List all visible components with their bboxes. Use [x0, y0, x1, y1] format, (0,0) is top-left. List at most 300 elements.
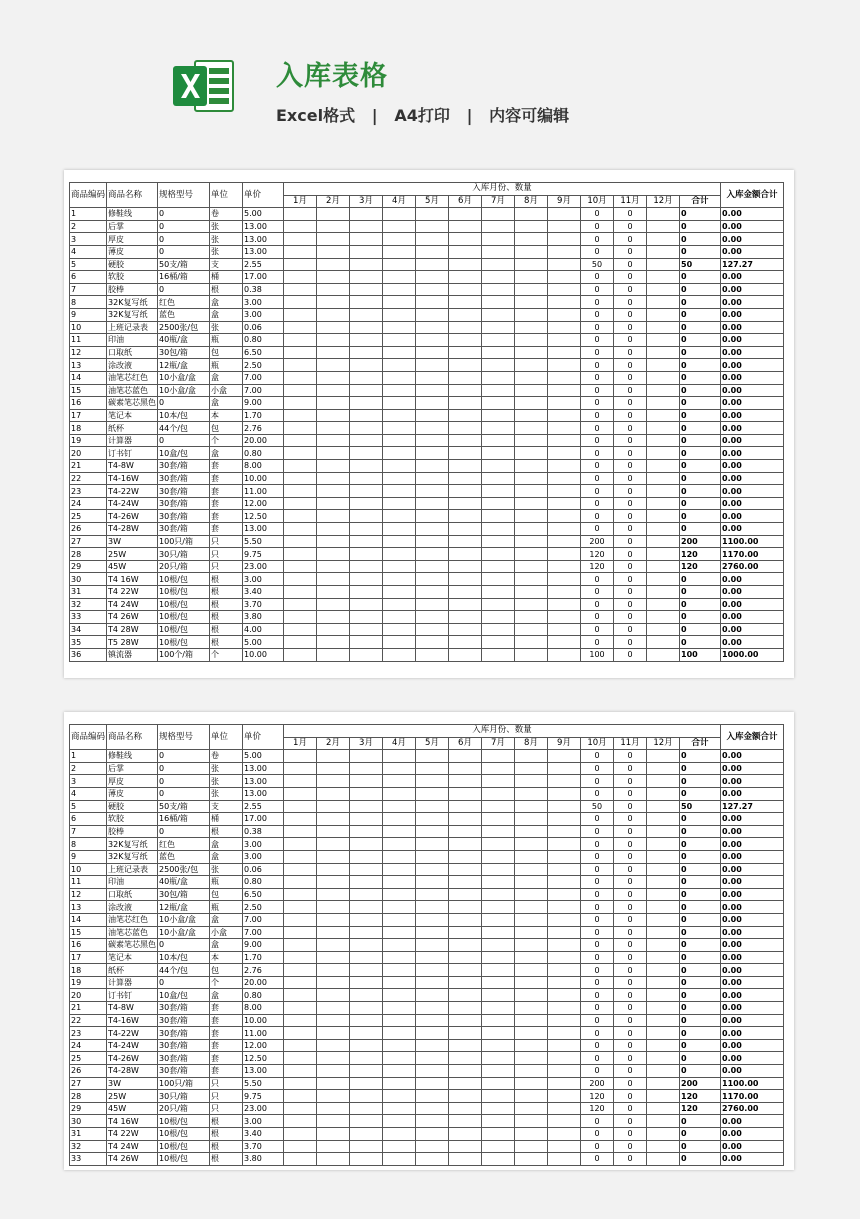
cell-month-empty: [482, 838, 515, 851]
cell-code: 28: [70, 548, 107, 561]
cell-code: 22: [70, 472, 107, 485]
cell-month-empty: [482, 586, 515, 599]
cell-total: 0: [680, 346, 721, 359]
cell-total: 0: [680, 636, 721, 649]
cell-amount: 0.00: [721, 359, 784, 372]
cell-month-empty: [449, 964, 482, 977]
cell-month-empty: [482, 321, 515, 334]
cell-price: 20.00: [243, 976, 284, 989]
cell-month-10: 0: [581, 472, 614, 485]
cell-price: 3.00: [243, 1115, 284, 1128]
cell-month-empty: [548, 1102, 581, 1115]
cell-month-empty: [515, 283, 548, 296]
cell-month-empty: [449, 838, 482, 851]
cell-name: 32K复写纸: [107, 850, 158, 863]
cell-total: 0: [680, 371, 721, 384]
cell-month-empty: [515, 258, 548, 271]
cell-total: 120: [680, 1090, 721, 1103]
cell-month-10: 100: [581, 648, 614, 661]
cell-month-empty: [350, 750, 383, 763]
cell-month-empty: [416, 1027, 449, 1040]
cell-month-empty: [548, 850, 581, 863]
cell-month-empty: [284, 1052, 317, 1065]
cell-month-empty: [482, 876, 515, 889]
cell-month-10: 0: [581, 951, 614, 964]
cell-code: 34: [70, 623, 107, 636]
cell-amount: 0.00: [721, 913, 784, 926]
cell-month-10: 0: [581, 813, 614, 826]
cell-name: 油笔芯蓝色: [107, 384, 158, 397]
cell-name: T4 28W: [107, 623, 158, 636]
table-row: [70, 245, 784, 258]
cell-month-empty: [350, 208, 383, 221]
cell-month-empty: [383, 825, 416, 838]
cell-month-10: 0: [581, 636, 614, 649]
cell-month-empty: [284, 384, 317, 397]
table-row: [70, 220, 784, 233]
cell-month-empty: [449, 472, 482, 485]
cell-month-12: [647, 1027, 680, 1040]
cell-month-empty: [482, 1128, 515, 1141]
cell-month-empty: [548, 384, 581, 397]
cell-code: 21: [70, 460, 107, 473]
header-month: 11月: [614, 195, 647, 208]
cell-code: 7: [70, 825, 107, 838]
cell-amount: 0.00: [721, 233, 784, 246]
cell-amount: 0.00: [721, 296, 784, 309]
cell-spec: 0: [158, 762, 210, 775]
cell-total: 0: [680, 825, 721, 838]
cell-month-empty: [416, 901, 449, 914]
cell-month-empty: [350, 976, 383, 989]
cell-total: 0: [680, 989, 721, 1002]
cell-month-empty: [317, 497, 350, 510]
cell-code: 24: [70, 1039, 107, 1052]
cell-month-empty: [449, 510, 482, 523]
cell-month-11: 0: [614, 598, 647, 611]
cell-price: 2.50: [243, 901, 284, 914]
cell-month-empty: [317, 964, 350, 977]
cell-total: 0: [680, 750, 721, 763]
cell-month-empty: [482, 1065, 515, 1078]
cell-price: 3.00: [243, 573, 284, 586]
cell-unit: 卷: [210, 208, 243, 221]
cell-month-empty: [482, 434, 515, 447]
cell-name: 3W: [107, 1077, 158, 1090]
cell-month-empty: [317, 586, 350, 599]
cell-unit: 张: [210, 245, 243, 258]
table-row: [70, 1065, 784, 1078]
cell-spec: 10根/包: [158, 636, 210, 649]
cell-month-11: 0: [614, 1102, 647, 1115]
cell-code: 13: [70, 901, 107, 914]
cell-month-12: [647, 838, 680, 851]
cell-price: 0.80: [243, 989, 284, 1002]
cell-amount: 0.00: [721, 586, 784, 599]
cell-month-11: 0: [614, 1027, 647, 1040]
cell-unit: 盒: [210, 913, 243, 926]
cell-total: 0: [680, 510, 721, 523]
cell-month-empty: [350, 485, 383, 498]
cell-month-empty: [317, 535, 350, 548]
excel-logo-icon: [173, 58, 235, 114]
cell-month-empty: [515, 1102, 548, 1115]
cell-price: 4.00: [243, 623, 284, 636]
cell-month-12: [647, 434, 680, 447]
cell-month-empty: [383, 1077, 416, 1090]
cell-month-empty: [284, 926, 317, 939]
table-row: [70, 750, 784, 763]
header-total: 合计: [680, 195, 721, 208]
cell-month-empty: [284, 245, 317, 258]
header-month: 11月: [614, 737, 647, 750]
cell-total: 0: [680, 460, 721, 473]
cell-month-10: 0: [581, 271, 614, 284]
cell-month-empty: [350, 1090, 383, 1103]
cell-code: 33: [70, 1153, 107, 1166]
cell-month-empty: [317, 346, 350, 359]
cell-month-empty: [284, 258, 317, 271]
cell-unit: 套: [210, 460, 243, 473]
cell-amount: 1170.00: [721, 1090, 784, 1103]
cell-total: 0: [680, 1115, 721, 1128]
sheet-page-1: [64, 170, 794, 678]
cell-month-11: 0: [614, 913, 647, 926]
cell-spec: 10小盒/盒: [158, 926, 210, 939]
cell-month-12: [647, 208, 680, 221]
cell-month-empty: [350, 648, 383, 661]
cell-name: 胶棒: [107, 825, 158, 838]
table-row: [70, 308, 784, 321]
cell-price: 17.00: [243, 813, 284, 826]
table-row: [70, 460, 784, 473]
cell-month-empty: [482, 800, 515, 813]
cell-month-empty: [416, 346, 449, 359]
cell-month-empty: [482, 497, 515, 510]
cell-total: 0: [680, 434, 721, 447]
cell-month-empty: [449, 1027, 482, 1040]
cell-price: 2.50: [243, 359, 284, 372]
cell-month-empty: [350, 296, 383, 309]
cell-month-empty: [317, 485, 350, 498]
cell-month-empty: [482, 598, 515, 611]
cell-total: 0: [680, 850, 721, 863]
cell-unit: 盒: [210, 838, 243, 851]
cell-month-empty: [317, 762, 350, 775]
cell-month-10: 0: [581, 233, 614, 246]
cell-code: 6: [70, 813, 107, 826]
cell-month-empty: [284, 434, 317, 447]
cell-price: 0.80: [243, 447, 284, 460]
cell-amount: 0.00: [721, 787, 784, 800]
cell-total: 200: [680, 535, 721, 548]
cell-month-empty: [317, 863, 350, 876]
cell-month-empty: [548, 409, 581, 422]
cell-month-empty: [350, 787, 383, 800]
cell-month-11: 0: [614, 611, 647, 624]
cell-month-empty: [482, 1153, 515, 1166]
header-spec: 规格型号: [158, 725, 210, 750]
cell-price: 9.75: [243, 548, 284, 561]
cell-month-empty: [449, 245, 482, 258]
cell-month-12: [647, 623, 680, 636]
cell-month-12: [647, 1140, 680, 1153]
cell-spec: 30套/箱: [158, 497, 210, 510]
cell-spec: 20只/箱: [158, 560, 210, 573]
cell-price: 3.80: [243, 1153, 284, 1166]
table-row: [70, 1077, 784, 1090]
cell-month-empty: [284, 611, 317, 624]
cell-month-empty: [317, 800, 350, 813]
cell-month-empty: [482, 409, 515, 422]
cell-month-empty: [317, 1065, 350, 1078]
cell-month-11: 0: [614, 409, 647, 422]
cell-month-10: 0: [581, 573, 614, 586]
cell-month-empty: [317, 283, 350, 296]
cell-price: 10.00: [243, 472, 284, 485]
cell-month-10: 0: [581, 497, 614, 510]
cell-unit: 根: [210, 623, 243, 636]
cell-month-11: 0: [614, 220, 647, 233]
table-row: [70, 1002, 784, 1015]
cell-unit: 瓶: [210, 901, 243, 914]
cell-month-10: 0: [581, 245, 614, 258]
cell-month-12: [647, 825, 680, 838]
cell-spec: 16桶/箱: [158, 813, 210, 826]
cell-month-empty: [548, 359, 581, 372]
cell-month-empty: [548, 876, 581, 889]
cell-code: 11: [70, 334, 107, 347]
cell-month-empty: [317, 939, 350, 952]
cell-month-empty: [317, 648, 350, 661]
cell-month-empty: [548, 586, 581, 599]
cell-price: 6.50: [243, 888, 284, 901]
cell-code: 14: [70, 913, 107, 926]
table-row: [70, 523, 784, 536]
cell-month-empty: [416, 334, 449, 347]
cell-total: 0: [680, 775, 721, 788]
cell-name: T4-28W: [107, 1065, 158, 1078]
cell-code: 31: [70, 586, 107, 599]
cell-amount: 0.00: [721, 371, 784, 384]
cell-month-empty: [284, 510, 317, 523]
cell-month-empty: [482, 787, 515, 800]
cell-month-empty: [317, 258, 350, 271]
cell-code: 30: [70, 1115, 107, 1128]
cell-month-empty: [416, 1153, 449, 1166]
cell-month-empty: [515, 1077, 548, 1090]
cell-total: 0: [680, 1128, 721, 1141]
cell-month-11: 0: [614, 523, 647, 536]
cell-month-11: 0: [614, 334, 647, 347]
cell-month-empty: [515, 220, 548, 233]
cell-month-10: 0: [581, 346, 614, 359]
cell-month-empty: [350, 1027, 383, 1040]
cell-code: 1: [70, 750, 107, 763]
cell-month-empty: [350, 321, 383, 334]
cell-month-empty: [350, 636, 383, 649]
cell-month-12: [647, 1128, 680, 1141]
cell-month-12: [647, 813, 680, 826]
cell-spec: 12瓶/盒: [158, 359, 210, 372]
cell-month-empty: [548, 787, 581, 800]
cell-month-empty: [449, 1039, 482, 1052]
table-row: [70, 787, 784, 800]
cell-month-empty: [350, 1014, 383, 1027]
cell-month-empty: [449, 560, 482, 573]
cell-month-empty: [548, 636, 581, 649]
cell-name: 口取纸: [107, 346, 158, 359]
cell-month-empty: [548, 1065, 581, 1078]
cell-month-10: 200: [581, 1077, 614, 1090]
cell-code: 29: [70, 560, 107, 573]
cell-month-11: 0: [614, 1052, 647, 1065]
cell-month-empty: [449, 1090, 482, 1103]
cell-code: 26: [70, 523, 107, 536]
cell-month-empty: [515, 750, 548, 763]
cell-month-empty: [449, 976, 482, 989]
cell-month-12: [647, 750, 680, 763]
cell-month-empty: [317, 1039, 350, 1052]
cell-month-10: 0: [581, 409, 614, 422]
cell-amount: 127.27: [721, 258, 784, 271]
cell-name: T4 24W: [107, 1140, 158, 1153]
table-row: [70, 775, 784, 788]
cell-month-12: [647, 1153, 680, 1166]
cell-price: 13.00: [243, 245, 284, 258]
cell-month-empty: [416, 573, 449, 586]
cell-month-empty: [317, 1140, 350, 1153]
cell-price: 10.00: [243, 648, 284, 661]
cell-month-11: 0: [614, 233, 647, 246]
cell-month-empty: [548, 1115, 581, 1128]
cell-month-empty: [449, 447, 482, 460]
cell-total: 0: [680, 913, 721, 926]
cell-amount: 0.00: [721, 636, 784, 649]
cell-month-empty: [350, 939, 383, 952]
cell-code: 9: [70, 850, 107, 863]
cell-month-empty: [383, 409, 416, 422]
table-row: [70, 271, 784, 284]
cell-code: 23: [70, 1027, 107, 1040]
table-row: [70, 888, 784, 901]
cell-code: 20: [70, 989, 107, 1002]
cell-total: 0: [680, 308, 721, 321]
cell-spec: 10根/包: [158, 1153, 210, 1166]
cell-month-10: 120: [581, 1102, 614, 1115]
cell-month-empty: [383, 560, 416, 573]
cell-month-empty: [383, 775, 416, 788]
cell-amount: 0.00: [721, 611, 784, 624]
cell-month-empty: [350, 497, 383, 510]
table-row: [70, 964, 784, 977]
cell-price: 13.00: [243, 762, 284, 775]
cell-month-empty: [383, 573, 416, 586]
header-month-group: 入库月份、数量: [284, 725, 721, 738]
cell-month-empty: [482, 813, 515, 826]
cell-unit: 套: [210, 472, 243, 485]
cell-month-empty: [548, 1090, 581, 1103]
cell-month-empty: [284, 1153, 317, 1166]
cell-month-empty: [383, 939, 416, 952]
cell-month-empty: [350, 888, 383, 901]
cell-month-10: 200: [581, 535, 614, 548]
cell-total: 0: [680, 220, 721, 233]
cell-month-11: 0: [614, 245, 647, 258]
cell-total: 0: [680, 838, 721, 851]
cell-code: 33: [70, 611, 107, 624]
cell-month-empty: [317, 901, 350, 914]
cell-month-12: [647, 926, 680, 939]
cell-month-empty: [449, 611, 482, 624]
header-month: 1月: [284, 737, 317, 750]
cell-month-11: 0: [614, 1002, 647, 1015]
cell-month-11: 0: [614, 813, 647, 826]
cell-code: 25: [70, 1052, 107, 1065]
cell-month-empty: [383, 850, 416, 863]
cell-name: 订书钉: [107, 447, 158, 460]
cell-month-empty: [383, 334, 416, 347]
cell-month-empty: [515, 813, 548, 826]
cell-price: 3.80: [243, 611, 284, 624]
cell-month-empty: [515, 384, 548, 397]
cell-price: 5.00: [243, 208, 284, 221]
cell-month-empty: [284, 775, 317, 788]
cell-month-empty: [548, 1052, 581, 1065]
cell-unit: 只: [210, 560, 243, 573]
cell-month-empty: [317, 775, 350, 788]
cell-month-12: [647, 775, 680, 788]
cell-month-empty: [548, 460, 581, 473]
cell-month-empty: [449, 460, 482, 473]
cell-month-empty: [350, 598, 383, 611]
cell-month-empty: [515, 976, 548, 989]
cell-name: T4-8W: [107, 1002, 158, 1015]
cell-month-empty: [284, 1115, 317, 1128]
cell-code: 20: [70, 447, 107, 460]
cell-month-12: [647, 648, 680, 661]
cell-month-10: 0: [581, 825, 614, 838]
cell-month-empty: [317, 1052, 350, 1065]
cell-month-empty: [548, 510, 581, 523]
cell-month-empty: [284, 1128, 317, 1141]
cell-amount: 0.00: [721, 863, 784, 876]
cell-name: T4 16W: [107, 1115, 158, 1128]
cell-price: 8.00: [243, 1002, 284, 1015]
cell-total: 200: [680, 1077, 721, 1090]
cell-month-empty: [482, 208, 515, 221]
cell-unit: 盒: [210, 308, 243, 321]
cell-month-empty: [350, 560, 383, 573]
cell-month-empty: [350, 800, 383, 813]
cell-month-empty: [416, 271, 449, 284]
cell-month-empty: [284, 598, 317, 611]
cell-price: 5.50: [243, 535, 284, 548]
cell-month-empty: [515, 939, 548, 952]
cell-month-empty: [284, 850, 317, 863]
cell-month-10: 0: [581, 1128, 614, 1141]
cell-month-empty: [449, 951, 482, 964]
cell-month-10: 0: [581, 750, 614, 763]
cell-month-12: [647, 787, 680, 800]
cell-name: T4-16W: [107, 472, 158, 485]
cell-month-10: 0: [581, 1140, 614, 1153]
cell-month-12: [647, 258, 680, 271]
cell-month-empty: [350, 271, 383, 284]
table-row: [70, 648, 784, 661]
cell-unit: 根: [210, 598, 243, 611]
cell-month-empty: [449, 598, 482, 611]
